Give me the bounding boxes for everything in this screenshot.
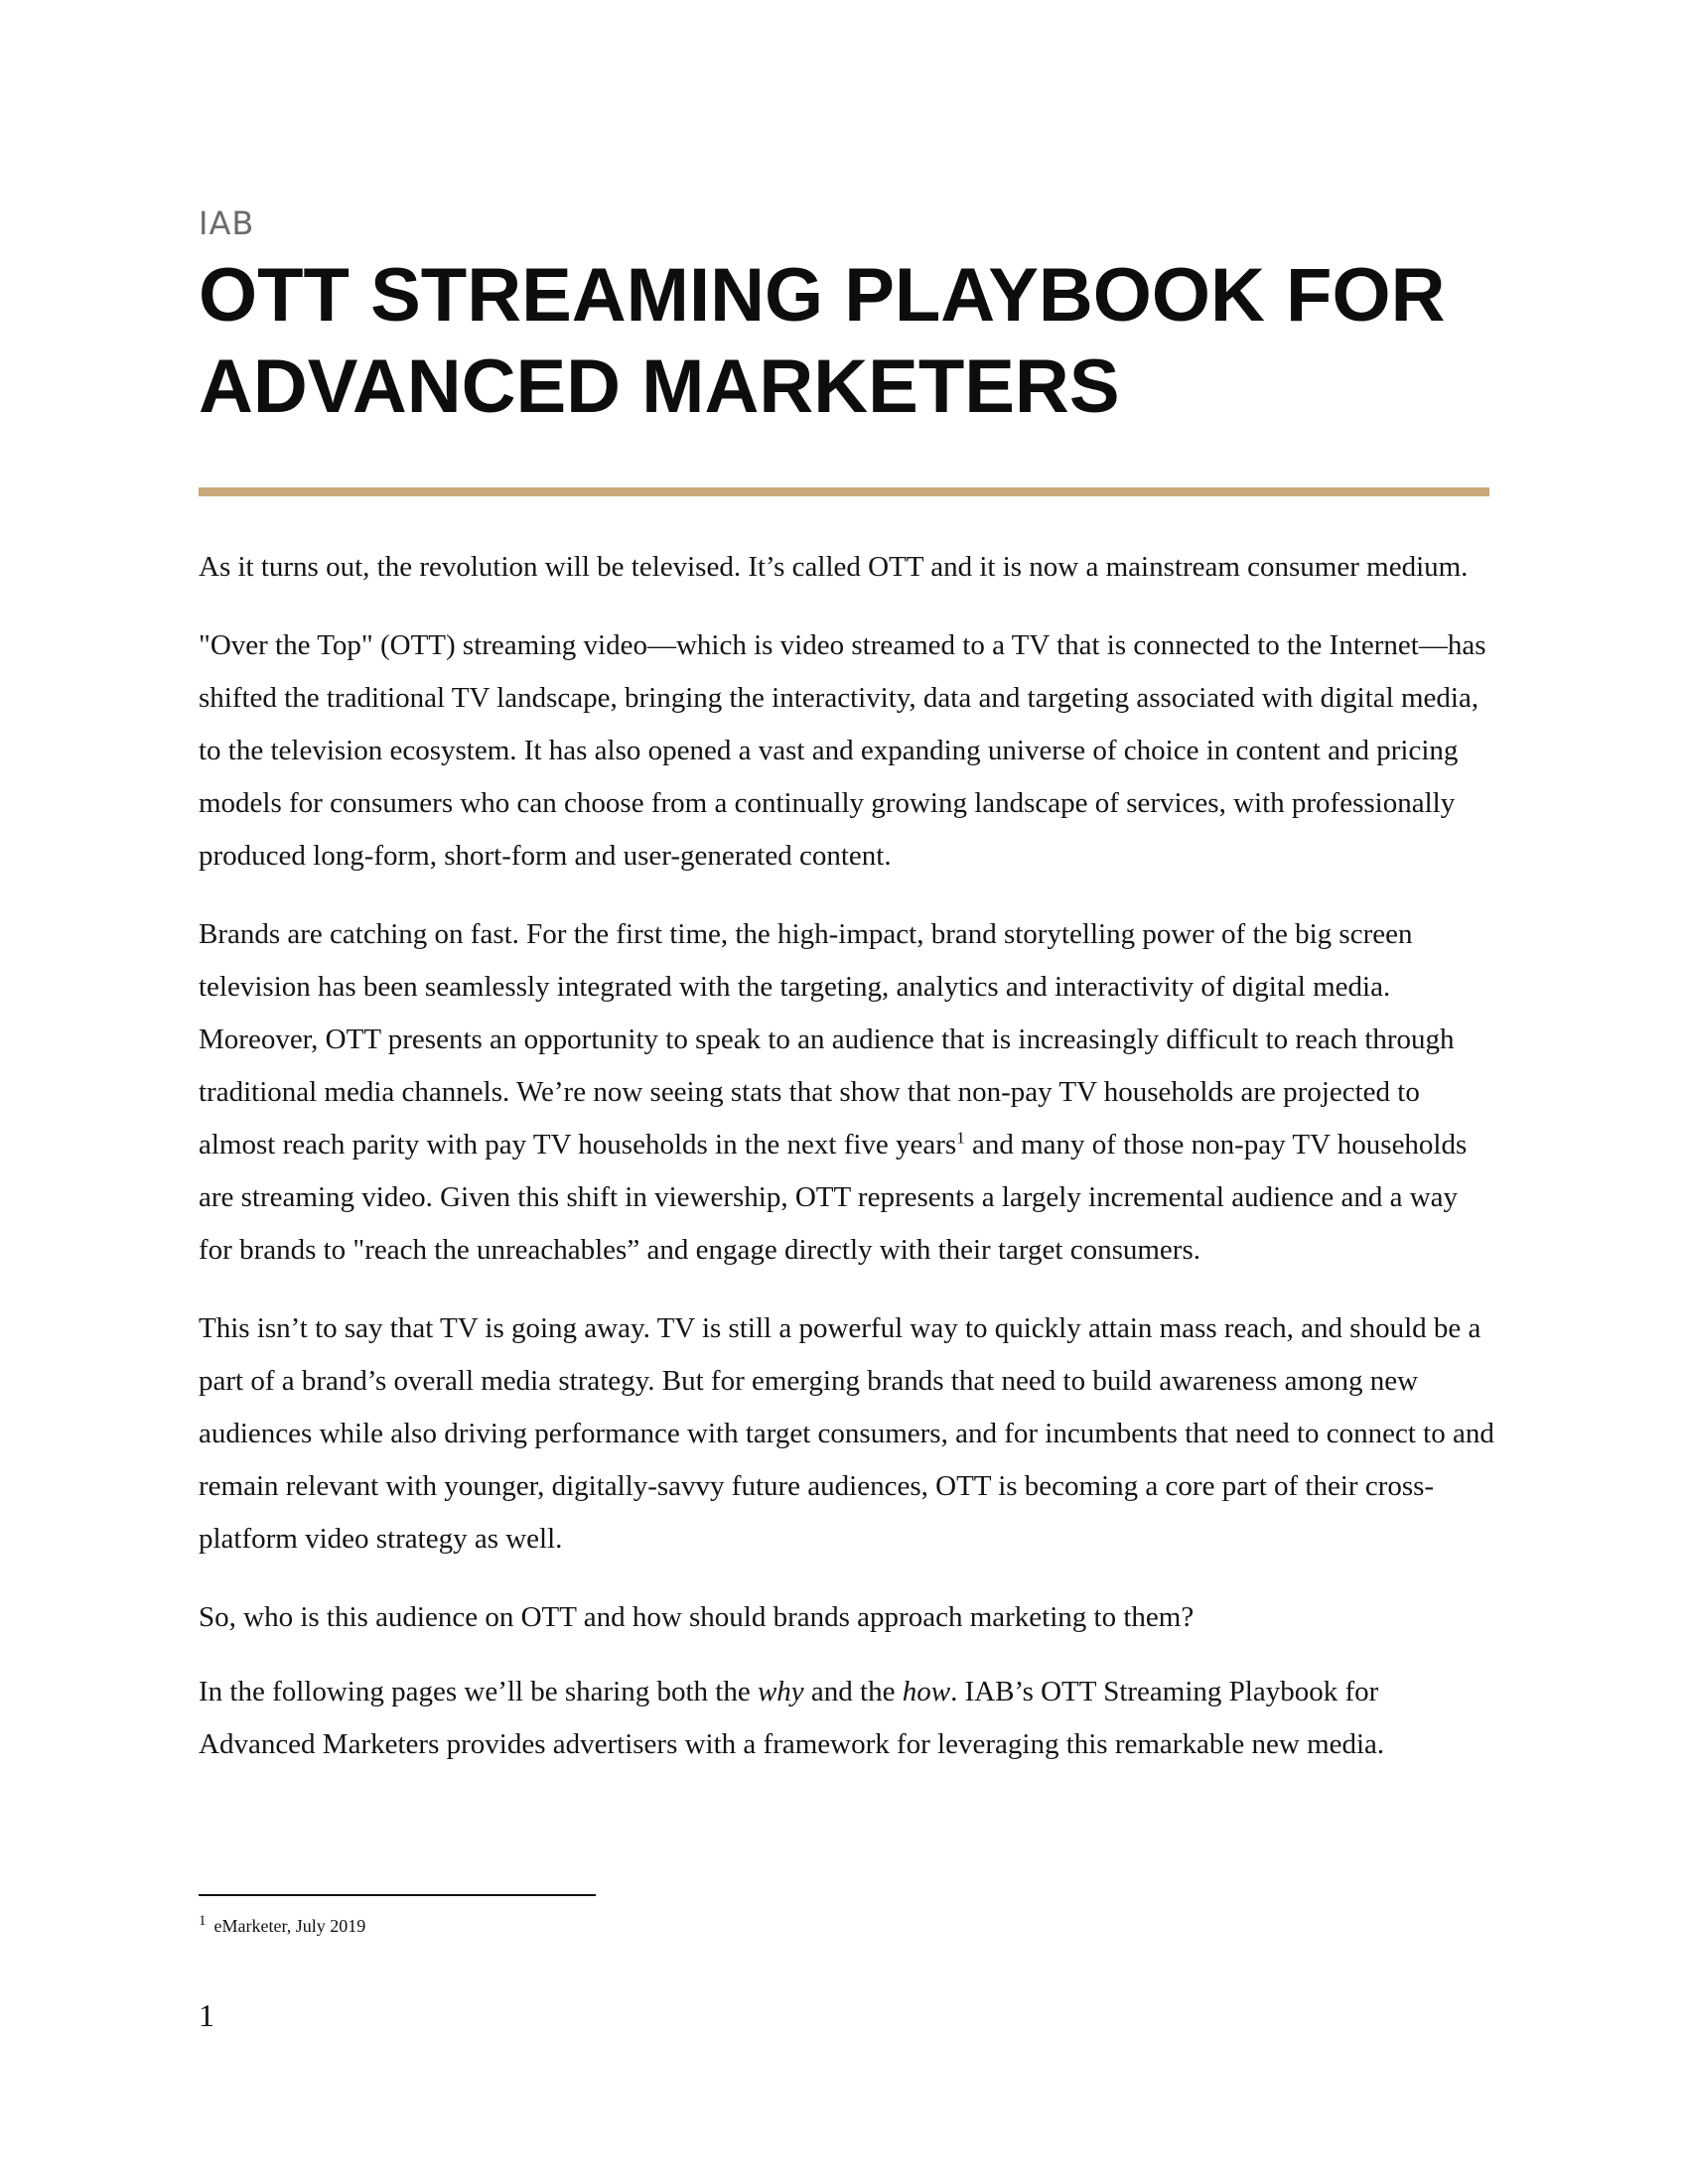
paragraph-following-text-a: In the following pages we’ll be sharing both the bbox=[199, 1676, 758, 1707]
paragraph-following-pages bbox=[199, 1666, 1494, 1771]
title-line-1: OTT STREAMING PLAYBOOK FOR bbox=[199, 253, 1446, 338]
organization-label: IAB bbox=[199, 205, 255, 242]
page-number: 1 bbox=[199, 1997, 214, 2033]
emphasis-how: how bbox=[902, 1676, 951, 1707]
body-text bbox=[199, 541, 1494, 1797]
paragraph-intro: As it turns out, the revolution will be televised. It’s called OTT and it is now a mainstream consumer medium. bbox=[199, 551, 1469, 583]
paragraph-brands-text-b: and many of those non-pay TV households are streaming video. Given this shift in viewership, OTT represents a largely incremental audience and a way for brands to "reach the unreachables” and engage directly with their target consumers. bbox=[199, 1129, 1468, 1266]
footnote-reference: 1 bbox=[956, 1128, 965, 1148]
paragraph-brands-text-a: Brands are catching on fast. For the first time, the high-impact, brand storytelling power of the big screen television has been seamlessly integrated with the targeting, analytics and interactivity of digital media. Moreover, OTT presents an opportunity to speak to an audience that is increasingly difficult to reach through traditional media channels. We’re now seeing stats that show that non-pay TV households are projected to almost reach parity with pay TV households in the next five years bbox=[199, 918, 1455, 1160]
footnote-divider bbox=[199, 1894, 596, 1896]
page-title bbox=[199, 250, 1509, 433]
paragraph-brands bbox=[199, 908, 1494, 1277]
title-line-2: ADVANCED MARKETERS bbox=[199, 344, 1120, 429]
paragraph-question: So, who is this audience on OTT and how should brands approach marketing to them? bbox=[199, 1601, 1195, 1633]
paragraph-tv-strategy: This isn’t to say that TV is going away. TV is still a powerful way to quickly attain mass reach, and should be a part of a brand’s overall media strategy. But for emerging brands that need to build awareness among new audiences while also driving performance with target consumers, and for incumbents that need to connect to and remain relevant with younger, digitally-savvy future audiences, OTT is becoming a core part of their cross-platform video strategy as well. bbox=[199, 1312, 1494, 1555]
emphasis-why: why bbox=[757, 1676, 804, 1707]
paragraph-ott-definition: "Over the Top" (OTT) streaming video—which is video streamed to a TV that is connected to the Internet—has shifted the traditional TV landscape, bringing the interactivity, data and targeting associated with digital media, to the television ecosystem. It has also opened a vast and expanding universe of choice in content and pricing models for consumers who can choose from a continually growing landscape of services, with professionally produced long-form, short-form and user-generated content. bbox=[199, 629, 1486, 872]
footnote bbox=[199, 1912, 365, 1940]
paragraph-following-text-b: and the bbox=[803, 1676, 903, 1707]
footnote-text: eMarketer, July 2019 bbox=[213, 1916, 366, 1936]
paragraph-following-text-c: . IAB’s OTT Streaming Playbook for Advanced Marketers provides advertisers with a framework for leveraging this remarkable new media. bbox=[199, 1676, 1385, 1760]
title-divider bbox=[199, 487, 1489, 496]
footnote-number: 1 bbox=[199, 1913, 207, 1929]
